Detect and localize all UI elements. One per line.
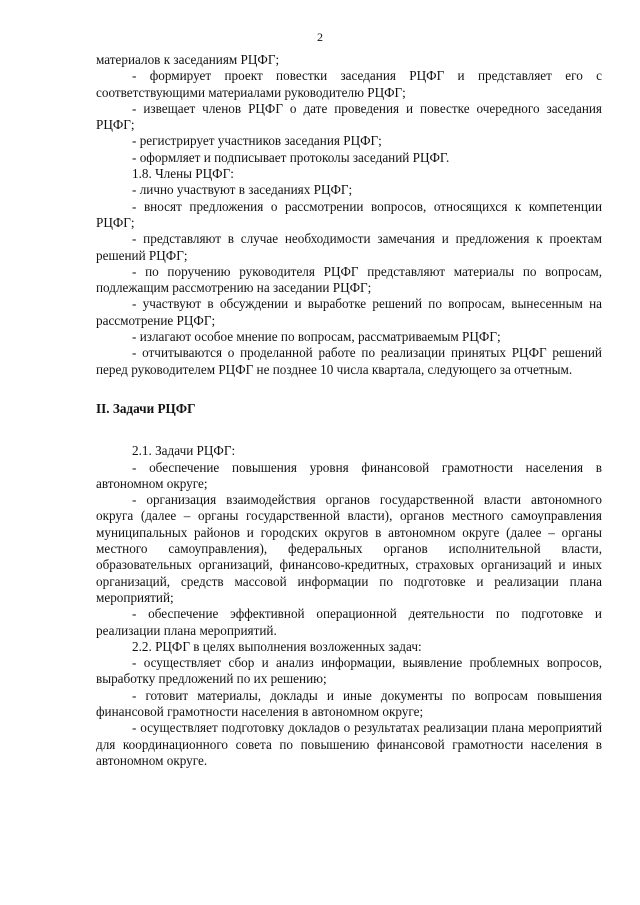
paragraph: - обеспечение эффективной операционной деятельности по подготовке и реализации плана мероприятий. xyxy=(96,606,602,638)
paragraph: - вносят предложения о рассмотрении вопросов, относящихся к компетенции РЦФГ; xyxy=(96,198,602,230)
paragraph: - излагают особое мнение по вопросам, рассматриваемым РЦФГ; xyxy=(132,329,501,345)
paragraph: - готовит материалы, доклады и иные документы по вопросам повышения финансовой грамотности населения в автономном округе; xyxy=(96,687,602,719)
page-number: 2 xyxy=(317,30,323,44)
paragraph: - обеспечение повышения уровня финансовой грамотности населения в автономном округе; xyxy=(96,459,602,491)
paragraph: - формирует проект повестки заседания РЦФГ и представляет его с соответствующими материалами руководителю РЦФГ; xyxy=(96,68,602,100)
paragraph: материалов к заседаниям РЦФГ; xyxy=(96,52,280,67)
paragraph: - оформляет и подписывает протоколы заседаний РЦФГ. xyxy=(132,149,450,165)
paragraph: - участвуют в обсуждении и выработке решений по вопросам, вынесенным на рассмотрение РЦФГ; xyxy=(96,296,602,328)
paragraph: - представляют в случае необходимости замечания и предложения к проектам решений РЦФГ; xyxy=(96,231,602,263)
paragraph: - по поручению руководителя РЦФГ представляют материалы по вопросам, подлежащим рассмотрению на заседании РЦФГ; xyxy=(96,263,602,296)
paragraph: - осуществляет сбор и анализ информации, выявление проблемных вопросов, выработку предложений по их решению; xyxy=(96,655,602,687)
paragraph: 1.8. Члены РЦФГ: xyxy=(132,166,234,182)
section-heading: II. Задачи РЦФГ xyxy=(96,400,196,416)
paragraph: - регистрирует участников заседания РЦФГ; xyxy=(132,133,382,149)
paragraph: - лично участвуют в заседаниях РЦФГ; xyxy=(132,182,353,198)
document-body xyxy=(96,52,602,769)
paragraph: 2.2. РЦФГ в целях выполнения возложенных задач: xyxy=(132,638,422,654)
paragraph: - организация взаимодействия органов государственной власти автономного округа (далее – органы государственной власти), органов местного самоуправления муниципальных районов и городских округов в автономном округе (далее – органы местного самоуправления), федеральных органов исполнительной власти, образовательных организаций, финансово-кредитных, страховых организаций и иных организаций, средств массовой информации по подготовке и реализации плана мероприятий; xyxy=(96,492,602,605)
paragraph: 2.1. Задачи РЦФГ: xyxy=(132,443,236,459)
paragraph: - осуществляет подготовку докладов о результатах реализации плана мероприятий для координационного совета по повышению финансовой грамотности населения в автономном округе. xyxy=(96,720,602,768)
paragraph: - отчитываются о проделанной работе по реализации принятых РЦФГ решений перед руководителем РЦФГ не позднее 10 числа квартала, следующего за отчетным. xyxy=(96,345,602,377)
paragraph: - извещает членов РЦФГ о дате проведения и повестке очередного заседания РЦФГ; xyxy=(96,100,602,133)
